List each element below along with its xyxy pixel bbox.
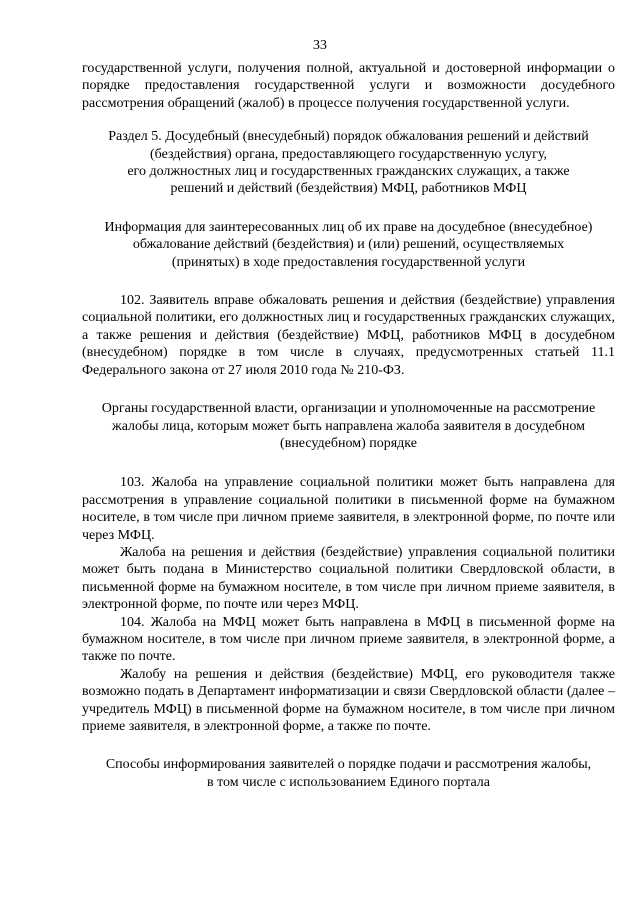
organs-heading [82,400,615,452]
heading-line: его должностных лиц и государственных гражданских служащих, а также [127,164,570,180]
heading-line: решений и действий (бездействия) МФЦ, работников МФЦ [170,181,527,197]
heading-line: (внесудебном) порядке [280,435,417,451]
paragraph-102: 102. Заявитель вправе обжаловать решения и действия (бездействие) управления социальной политики, его должностных лиц и государственных гражданских служащих, а также решения и действия (бездействие) МФЦ, работников МФЦ в досудебном (внесудебном) порядке в том числе в случаях, предусмотренных статьей 11.1 Федерального закона от 27 июля 2010 года № 210-ФЗ. [82,293,615,378]
methods-heading [82,756,615,791]
heading-line: в том числе с использованием Единого портала [206,774,490,790]
heading-line: (бездействия) органа, предоставляющего государственную услугу, [150,146,547,162]
heading-line: Раздел 5. Досудебный (внесудебный) порядок обжалования решений и действий [108,129,589,145]
paragraph-103-continued: Жалоба на решения и действия (бездействие) управления социальной политики может быть подана в Министерство социальной политики Свердловской области, в письменной форме на бумажном носителе, в том числе при личном приеме заявителя, в электронной форме, по почте или через МФЦ. [82,544,615,613]
intro-paragraph: государственной услуги, получения полной, актуальной и достоверной информации о порядке предоставления государственной услуги и возможности досудебного рассмотрения обращений (жалоб) в процессе получения государственной услуги. [82,61,615,111]
paragraph-104-continued: Жалобу на решения и действия (бездействие) МФЦ, его руководителя также возможно подать в Департамент информатизации и связи Свердловской области (далее – учредитель МФЦ) в письменной форме на бумажном носителе, в том числе при личном приеме заявителя, в электронной форме, а также по почте. [82,666,615,734]
page-number: 33 [313,38,327,53]
document-body [82,60,615,791]
paragraph-104: 104. Жалоба на МФЦ может быть направлена в МФЦ в письменной форме на бумажном носителе, в том числе при личном приеме заявителя, в электронной форме, а также по почте. [82,614,615,665]
heading-line: обжалование действий (бездействия) и (или) решений, осуществляемых [132,237,565,253]
paragraph-103: 103. Жалоба на управление социальной политики может быть направлена для рассмотрения в управление социальной политики в письменной форме на бумажном носителе, в том числе при личном приеме заявителя, в электронной форме, по почте или через МФЦ. [82,475,615,543]
heading-line: (принятых) в ходе предоставления государственной услуги [171,254,526,270]
heading-line: Информация для заинтересованных лиц об их праве на досудебное (внесудебное) [104,219,593,235]
heading-line: жалобы лица, которым может быть направлена жалоба заявителя в досудебном [112,418,585,434]
section-5-heading [82,128,615,198]
heading-line: Органы государственной власти, организации и уполномоченные на рассмотрение [101,401,596,417]
heading-line: Способы информирования заявителей о порядке подачи и рассмотрения жалобы, [105,757,592,773]
info-heading [82,219,615,271]
